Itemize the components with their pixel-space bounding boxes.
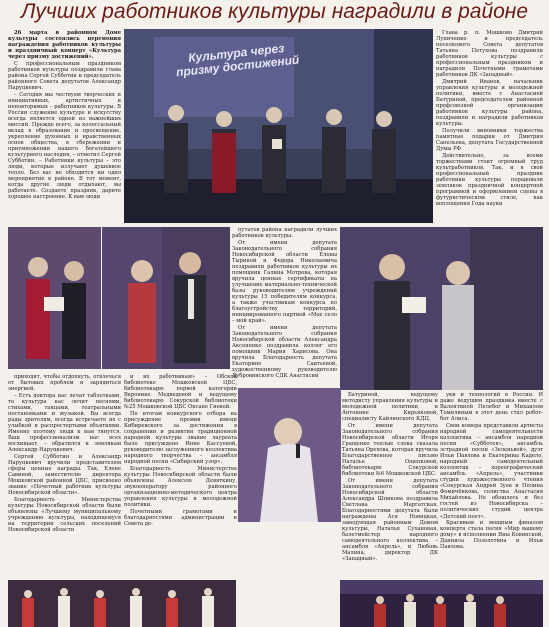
article-paragraph: путатов района наградили лучших работников культуры. (232, 227, 337, 240)
article-paragraph: уки и технологий в России. И даже ведущим праздника вместе с Валентиной Пелебог и Михаилом Томилиным в этот день стал робот-бот Алиса. (440, 392, 543, 423)
article-paragraph: Дмитрий Иванов, начальник управления культуры и молодежной политики, вместе с Анастасией Батуриной, председателем районной профсоюзной организации работников культуры района, поздравили и наградили работников культуры. (436, 78, 543, 128)
article-paragraph: С профессиональным праздником работников культуры поздравили глава района Сергей Субботин и председатель районного Совета депутатов Александр Наруцкевич. (8, 60, 121, 92)
photo-award-man-woman (102, 227, 230, 369)
headline: Лучших работников культуры наградили в районе (0, 0, 549, 26)
article-paragraph: Благодарность Министерства культуры Новосибирской области были объявлены Алексею Девяткину, звукооператору районного организационно-методического центра управления культуры и молодежной политики. (124, 465, 237, 509)
photo-dancers-stage (8, 580, 236, 627)
article-paragraph: 26 марта в районном Доме культуры состоялись церемония награждения работников культуры и праздничный концерт «Культура через призму достижений». (8, 30, 121, 61)
stage-banner-text: Культура через призму достижений (175, 41, 300, 80)
article-paragraph: По итогам конкурсного отбора на присуждение премии имени Кибиревского за достижения в сохранении и развитии традиционной народной культуры звание лауреата было присуждено Инне Кассуевой, руководителю заслуженного коллектива народного творчества – ансамбля народной песни «Сибирский узор». (124, 410, 237, 466)
article-paragraph: Красивым и мощным финалом концерта стала песня «Мир вашему дому» в исполнении Яны Ковинской, Даниила Позолотина и Ильи Павлова. (440, 520, 543, 551)
article-paragraph: От имени депутата Законодательного собрания Новосибирской области Игоря Гращенко теплые слова сказала Татьяна Орехова, которая вручила Благодарственное письмо Наталье Ощепковой, библиотекарю Сокурской библиотеки №6 Мошковской ЦБС. (342, 422, 438, 478)
article-column-6 (436, 30, 543, 223)
photo-officials-stage (124, 29, 433, 223)
article-paragraph: – Есть доктора нас лечат таблетками, то культура нас лечит песнями, стихами, танцами, театральными постановками и музыкой. Вы всегда рады зрителям, всегда встречаете их с улыбкой и распростертыми объятиями. Именно поэтому люди к вам тянутся. Ваш профессионализм нас всех восхищает, – обратился к землякам Александр Наруцкевич. (8, 392, 121, 454)
article-paragraph: Получили виновники торжества памятные подарки от Дмитрия Сапельева, депутата Государственной Думы РФ. (436, 127, 543, 153)
photo-award-presenting (340, 227, 543, 390)
photo-singer-oval (238, 388, 341, 522)
article-column-7 (440, 392, 543, 577)
article-paragraph: Сергей Субботин и Александр Наруцкевич вручили представителям сферы ценные награды. Так, Елене Савиной, заместителю директора Мошковской районной ЦБС, присвоено звание «Почетный работник культуры Новосибирской области». (8, 453, 121, 497)
article-paragraph: приходят, чтобы отдохнуть, отвлечься от бытовых проблем и зарядиться энергией. (8, 374, 121, 393)
article-paragraph: От имени депутата Законодательного собрания Новосибирской области Елены Тыриной и Федора Николаевича поздравили работников культуры их помощник Галина Мотрова, которая вручила ценные сертификаты на улучшение материально-технической базы руководителям учреждений культуры 15 победителям конкурса, а также участникам конкурса по благоустройству территорий, инициированного партией «Мое село – мой край». (232, 239, 337, 325)
article-paragraph: и их работникам» – Обской библиотеке Мошковской ЦБС, библиотекарю первой категории Веронике Медведевой и ведущему библиотекарю Сокурской библиотеки №25 Мошковской ЦБС Оксане Гиевой. (124, 374, 237, 411)
article-paragraph: Батуриной, ведущему методисту управления культуры и молодежной политики, и Антонине Кирьяновой, специалисту Кайлинского КДЦ. (342, 392, 438, 423)
article-column-2 (8, 374, 121, 577)
photo-award-women (8, 227, 101, 369)
article-paragraph: От имени депутата Законодательного собрания Новосибирской области Александра Шпикова поздравила Светлана Маргатская. Благодарностями депутата были награждены Ася Новицкая, заведующая районным Домом культуры, Наталья Сухановая, балетмейстер народного самодеятельного коллектива – ансамбля «Апрель», и Любовь Малина, директор ДК «Западный». (342, 477, 438, 563)
article-column-5 (342, 392, 438, 577)
article-paragraph: Свои номера представили артисты народной самодеятельности коллектива – ансамбля народной песни «Субботея», ансамбль эстрадной песни «Зеленьвей», дуэт Ильи Павлова и Екатерины Кадело, народный самодеятельный коллектив – хореографический ансамбль «Апрель», участники студии художественного чтения «Сокурская Андрей Зуев и Полина Фомичёнкова, солистка Анастасия Михайлова. Не обошлось и без гостей из Новосибирска – политических студий центра «Детский поет». (440, 422, 543, 520)
article-paragraph: От имени депутата Законодательного собрания Новосибирской области Александра Аксененко поздравила коллег его помощник Мария Харисова. Она вручила Благодарность депутата Екатерине Саитьевой, художественному руководителю Дубровинского СДК Анастасии (232, 324, 337, 380)
photo-singers-stage (340, 580, 543, 627)
article-column-1 (8, 30, 121, 223)
article-paragraph: Глава р. п. Мошково Дмитрий Лупиченко и председатель поселкового Совета депутатов Татьяна Петухова поздравили работников культуры с профессиональным праздником и наградили Почетными грамотами работников ДК «Западный». (436, 30, 543, 79)
article-column-4 (232, 227, 337, 380)
article-paragraph: Благодарность Министерства культуры Новосибирской области были объявлены «Лучшему муниципальному учреждению культуры, находящемуся на территории сельских поселений Новосибирской области (8, 496, 121, 533)
article-paragraph: – Сегодня мы чествуем творческих и инициативных, артистичных и неповторимых – работников культуры. В России служение культуре и искусству всегда является одной из важнейших миссий. Прежде всего, за колоссальный вклад в образование и просвещение, укрепление духовных и нравственных основ общества, в сбережении и приумножении нашего богатейшего культурного наследия, – отметил Сергей Субботин. – Работники культуры – это люди, которые излучают душевное тепло. Без вас не обходится ни одно мероприятие в районе. В тот момент, когда другие люди отдыхают, вы работаете. Создаете праздник, дарите хорошее настроение. К вам люди (8, 91, 121, 201)
article-paragraph: Действительно, за всеми торжествами стоит огромный труд культработников. Так, и в свой профессиональный праздник работники культуры порадовали земляков праздничной концертной программой и оформлением сцены в футуристическом стиле, как воплощения Года науки (436, 152, 543, 208)
article-paragraph: Почетными грамотами и благодарностями администрации и Совета де- (124, 508, 237, 527)
article-column-3 (124, 374, 237, 577)
